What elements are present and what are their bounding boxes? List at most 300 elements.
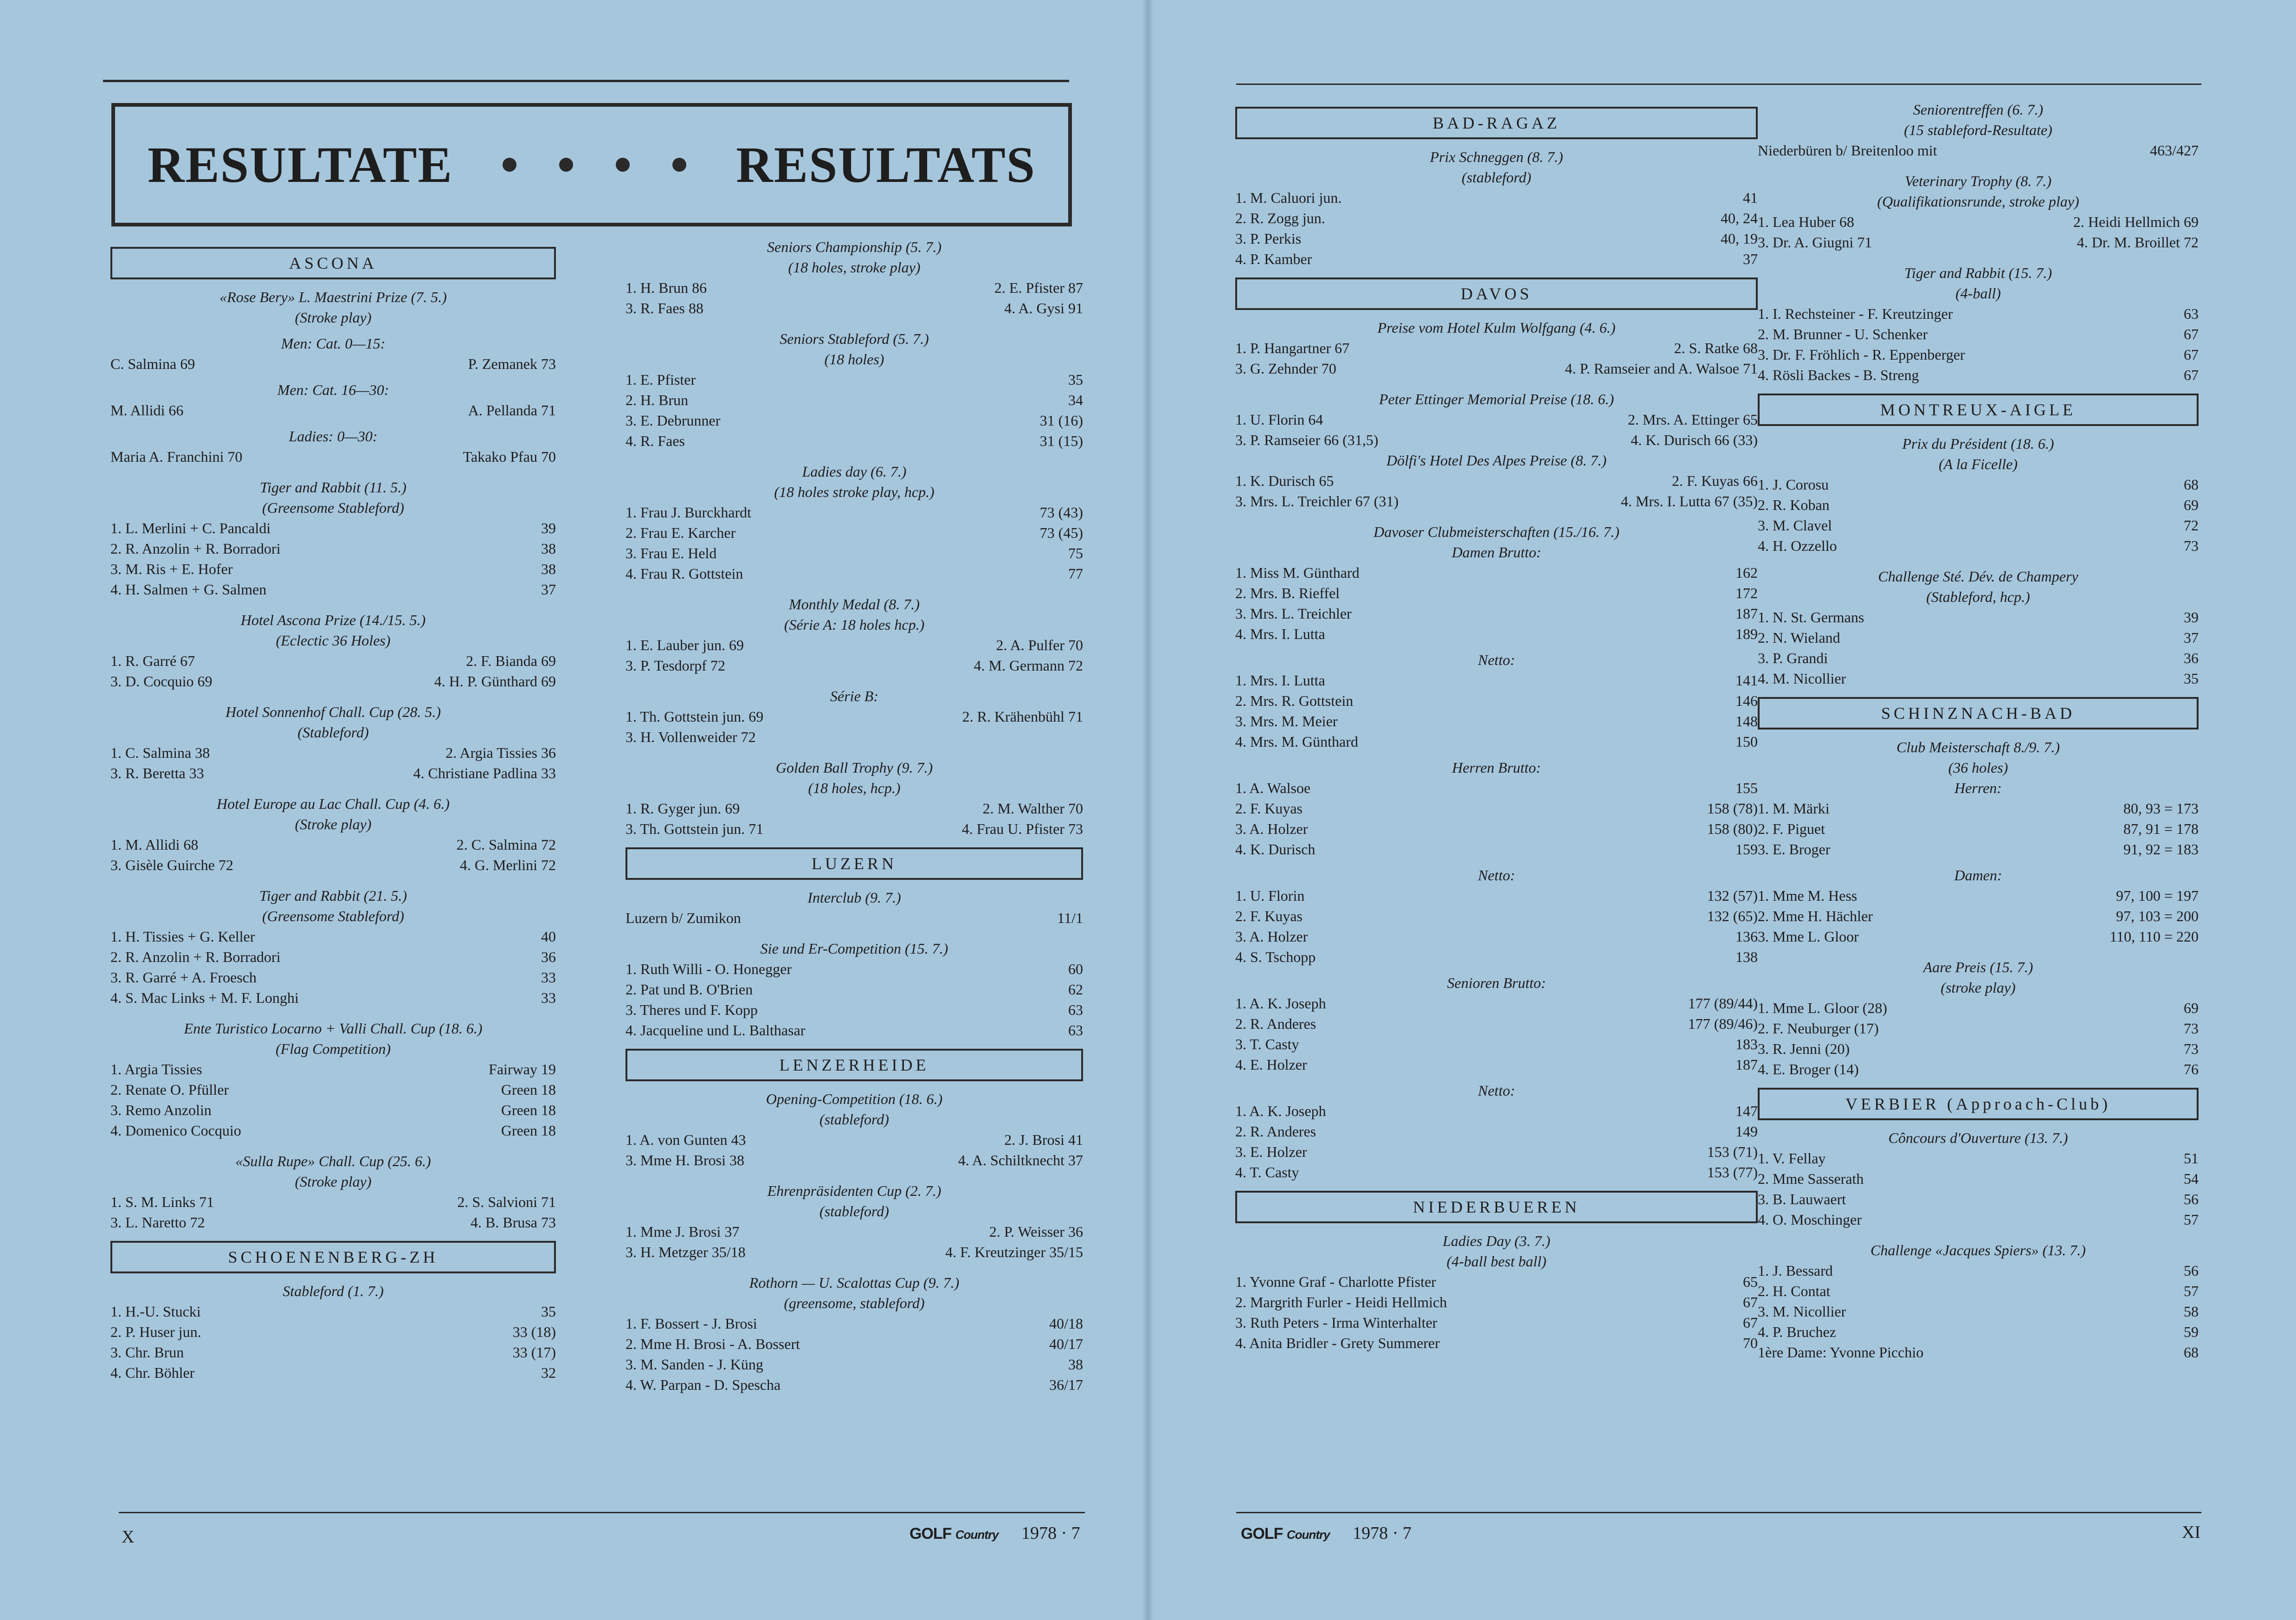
result-right: 2. M. Walther 70 — [982, 800, 1083, 817]
result-name: 4. E. Holzer — [1235, 1056, 1307, 1073]
result-name: 2. Frau E. Karcher — [626, 524, 736, 541]
result-row — [1758, 627, 2199, 648]
category-label: Netto: — [1478, 652, 1515, 668]
result-score: 36 — [541, 949, 556, 965]
result-left: 3. L. Naretto 72 — [110, 1214, 205, 1231]
result-row — [1758, 324, 2199, 344]
result-name: 2. R. Anderes — [1235, 1015, 1316, 1032]
result-right: 4. K. Durisch 66 (33) — [1631, 432, 1758, 448]
result-row — [626, 1354, 1083, 1375]
result-right: 2. C. Salmina 72 — [456, 836, 556, 853]
event-line: Série B: — [830, 688, 878, 704]
logo-sub: Country — [1286, 1528, 1330, 1542]
result-row — [110, 518, 556, 538]
footer-right — [1241, 1523, 1412, 1543]
club-header: BAD-RAGAZ — [1235, 107, 1758, 139]
result-right: 2. J. Brosi 41 — [1004, 1131, 1083, 1148]
result-name: Niederbüren b/ Breitenloo mit — [1758, 142, 1937, 159]
result-name: 1. A. K. Joseph — [1235, 995, 1326, 1012]
result-row — [1235, 603, 1758, 624]
result-score: 57 — [2184, 1211, 2199, 1228]
result-name: 2. F. Piguet — [1758, 820, 1825, 837]
result-score: 58 — [2184, 1303, 2199, 1320]
result-row — [1235, 1101, 1758, 1121]
result-right: 4. Dr. M. Broillet 72 — [2077, 234, 2199, 251]
result-row — [626, 369, 1083, 390]
result-name: 3. M. Nicollier — [1758, 1303, 1846, 1320]
result-row — [1758, 668, 2199, 689]
result-right: 2. E. Pfister 87 — [994, 279, 1083, 296]
result-score: 34 — [1068, 392, 1083, 408]
result-name: 2. R. Anzolin + R. Borradori — [110, 949, 281, 965]
event-line: (18 holes, stroke play) — [788, 259, 921, 276]
result-pair — [1758, 232, 2199, 252]
result-pair — [626, 1129, 1083, 1150]
event-line: Seniors Stableford (5. 7.) — [780, 330, 929, 347]
result-pair — [626, 278, 1083, 298]
result-right: 4. Frau U. Pfister 73 — [961, 820, 1083, 837]
left-column-1 — [110, 247, 556, 1383]
result-row — [1758, 536, 2199, 556]
right-column-2 — [1758, 99, 2199, 1362]
result-pair — [626, 1150, 1083, 1170]
event-line: (Eclectic 36 Holes) — [276, 632, 391, 649]
event-line: Challenge «Jacques Spiers» (13. 7.) — [1870, 1242, 2086, 1259]
result-pair — [110, 651, 556, 671]
result-left: 1. C. Salmina 38 — [110, 744, 210, 761]
result-name: 3. A. Holzer — [1235, 820, 1308, 837]
result-score: 76 — [2184, 1061, 2199, 1078]
event-line: Rothorn — U. Scalottas Cup (9. 7.) — [749, 1274, 960, 1291]
event-line: (Série A: 18 holes hcp.) — [784, 616, 925, 633]
result-name: 4. Mrs. I. Lutta — [1235, 626, 1325, 642]
event-title — [626, 237, 1083, 278]
event-line: (A la Ficelle) — [1939, 456, 2018, 472]
result-score: 63 — [2184, 305, 2199, 322]
result-name: 3. E. Debrunner — [626, 412, 721, 429]
event-line: Davoser Clubmeisterschaften (15./16. 7.) — [1374, 523, 1619, 540]
result-name: 4. H. Ozzello — [1758, 537, 1837, 554]
result-row — [626, 502, 1083, 523]
result-row — [626, 979, 1083, 1000]
result-name: 4. T. Casty — [1235, 1164, 1299, 1181]
result-score: 67 — [1743, 1314, 1758, 1331]
result-row — [110, 1059, 556, 1079]
result-pair — [1235, 338, 1758, 358]
result-score: 177 (89/46) — [1688, 1015, 1758, 1032]
result-name: 2. F. Kuyas — [1235, 800, 1303, 817]
event-line: (stableford) — [1462, 169, 1531, 186]
result-name: 1. U. Florin — [1235, 887, 1305, 904]
result-name: 3. H. Vollenweider 72 — [626, 729, 756, 745]
title-left: RESULTATE — [148, 136, 453, 193]
result-row — [1235, 1121, 1758, 1142]
result-name: 2. Mrs. R. Gottstein — [1235, 692, 1354, 709]
result-name: 1ère Dame: Yvonne Picchio — [1758, 1344, 1924, 1361]
result-name: 2. F. Kuyas — [1235, 908, 1303, 924]
result-row — [1235, 228, 1758, 249]
result-row — [1235, 1292, 1758, 1312]
page-number-left: X — [122, 1527, 135, 1547]
event-title — [626, 757, 1083, 798]
result-row — [1758, 1322, 2199, 1342]
club-header: DAVOS — [1235, 278, 1758, 310]
result-left: 1. R. Gyger jun. 69 — [626, 800, 740, 817]
result-score: 132 (65) — [1707, 908, 1758, 924]
event-line: Seniors Championship (5. 7.) — [767, 239, 942, 255]
result-row — [1758, 303, 2199, 324]
result-name: 2. R. Zogg jun. — [1235, 210, 1325, 226]
result-name: 2. Mme Sasserath — [1758, 1170, 1864, 1187]
result-left: 1. H. Brun 86 — [626, 279, 707, 296]
result-score: 31 (15) — [1039, 432, 1083, 449]
logo-main: GOLF — [909, 1525, 952, 1543]
result-pair — [626, 635, 1083, 655]
category-label: Ladies: 0—30: — [289, 428, 378, 445]
result-name: 4. S. Mac Links + M. F. Longhi — [110, 989, 299, 1006]
result-pair — [1758, 212, 2199, 232]
result-pair — [1235, 491, 1758, 511]
result-right: 2. A. Pulfer 70 — [996, 637, 1083, 653]
event-title — [1235, 522, 1758, 562]
result-row — [1758, 515, 2199, 536]
result-row — [110, 1079, 556, 1100]
result-right: 2. R. Krähenbühl 71 — [962, 708, 1083, 725]
result-left: 3. R. Beretta 33 — [110, 765, 204, 781]
result-row — [110, 1322, 556, 1342]
issue-date: 1978 · 7 — [1021, 1523, 1080, 1543]
result-row — [1235, 798, 1758, 819]
result-right: 4. M. Germann 72 — [974, 657, 1083, 674]
result-right: 4. A. Gysi 91 — [1004, 300, 1083, 316]
result-score: 39 — [2184, 609, 2199, 626]
result-name: 3. P. Grandi — [1758, 650, 1828, 666]
event-line: «Sulla Rupe» Chall. Cup (25. 6.) — [235, 1153, 431, 1169]
result-score: 40, 24 — [1721, 210, 1758, 226]
result-name: 1. M. Märki — [1758, 800, 1830, 817]
result-score: 463/427 — [2150, 142, 2199, 159]
result-name: 4. H. Salmen + G. Salmen — [110, 581, 267, 598]
result-row — [1758, 1209, 2199, 1230]
result-score: 158 (78) — [1707, 800, 1758, 817]
result-name: 3. M. Sanden - J. Küng — [626, 1356, 763, 1373]
result-row — [626, 1313, 1083, 1334]
result-name: 1. H.-U. Stucki — [110, 1303, 201, 1320]
result-row — [1758, 998, 2199, 1018]
result-pair — [626, 819, 1083, 839]
club-header: LENZERHEIDE — [626, 1049, 1083, 1081]
result-score: 39 — [541, 520, 556, 536]
event-line: Stableford (1. 7.) — [283, 1283, 384, 1299]
event-line: Club Meisterschaft 8./9. 7.) — [1896, 739, 2060, 755]
event-line: Interclub (9. 7.) — [807, 889, 901, 906]
result-name: 2. M. Brunner - U. Schenker — [1758, 326, 1928, 342]
result-name: 4. K. Durisch — [1235, 841, 1316, 858]
result-name: 1. A. Walsoe — [1235, 780, 1311, 796]
result-row — [1758, 819, 2199, 839]
event-line: (Stableford) — [297, 724, 369, 741]
result-name: 1. J. Corosu — [1758, 476, 1829, 493]
result-row — [1235, 670, 1758, 691]
event-line: Preise vom Hotel Kulm Wolfgang (4. 6.) — [1377, 319, 1616, 336]
result-left: 1. Th. Gottstein jun. 69 — [626, 708, 764, 725]
result-score: 33 (18) — [512, 1323, 556, 1340]
result-score: 60 — [1068, 961, 1083, 977]
event-title — [1235, 450, 1758, 471]
result-name: 1. Ruth Willi - O. Honegger — [626, 961, 792, 977]
result-row — [1235, 187, 1758, 208]
result-left: 1. Mme J. Brosi 37 — [626, 1223, 740, 1240]
result-row — [1235, 208, 1758, 228]
title-dots — [503, 158, 686, 172]
event-title — [1235, 1231, 1758, 1271]
result-name: 2. Pat und B. O'Brien — [626, 981, 753, 998]
event-title — [110, 1151, 556, 1192]
result-name: 1. Frau J. Burckhardt — [626, 504, 752, 521]
event-title — [1758, 433, 2199, 474]
result-row — [110, 1362, 556, 1383]
result-score: 187 — [1735, 1056, 1758, 1073]
result-name: 4. W. Parpan - D. Spescha — [626, 1376, 781, 1393]
event-line: (Stroke play) — [295, 309, 372, 326]
result-score: 37 — [2184, 629, 2199, 646]
result-right: 2. P. Weisser 36 — [989, 1223, 1083, 1240]
result-row — [626, 563, 1083, 584]
event-title — [626, 461, 1083, 502]
result-score: 153 (71) — [1707, 1143, 1758, 1160]
result-right: 2. Argia Tissies 36 — [445, 744, 556, 761]
bottom-rule — [1236, 1512, 2201, 1513]
result-name: 3. Mrs. L. Treichler — [1235, 605, 1352, 622]
result-score: 132 (57) — [1707, 887, 1758, 904]
result-pair — [626, 298, 1083, 318]
result-pair — [110, 354, 556, 374]
result-row — [1758, 140, 2199, 161]
result-left: 1. M. Allidi 68 — [110, 836, 199, 853]
category-label: Damen: — [1954, 867, 2002, 884]
event-line: (Greensome Stableford) — [262, 908, 404, 924]
event-title — [626, 1089, 1083, 1129]
footer-left — [909, 1523, 1080, 1543]
event-title — [110, 1018, 556, 1059]
result-score: 57 — [2184, 1283, 2199, 1299]
result-row — [1758, 1281, 2199, 1301]
result-row — [1235, 1162, 1758, 1182]
result-name: 3. Chr. Brun — [110, 1344, 184, 1361]
result-row — [1235, 1333, 1758, 1353]
event-line: (stableford) — [819, 1111, 889, 1128]
result-score: 33 — [541, 969, 556, 986]
dot-icon — [559, 158, 573, 172]
result-score: 35 — [1068, 371, 1083, 388]
event-line: Tiger and Rabbit (15. 7.) — [1904, 265, 2052, 281]
result-score: 37 — [1743, 251, 1758, 267]
top-rule — [103, 80, 1069, 82]
result-name: 1. Mme L. Gloor (28) — [1758, 1000, 1888, 1016]
result-left: Maria A. Franchini 70 — [110, 448, 243, 465]
result-left: 3. H. Metzger 35/18 — [626, 1244, 746, 1260]
left-column-2 — [626, 237, 1083, 1395]
result-row — [1235, 249, 1758, 269]
result-pair — [110, 742, 556, 763]
result-row — [626, 543, 1083, 563]
result-row — [110, 1120, 556, 1141]
result-score: 158 (80) — [1707, 820, 1758, 837]
result-score: 97, 103 = 200 — [2115, 908, 2199, 924]
result-score: 54 — [2184, 1170, 2199, 1187]
event-title — [626, 329, 1083, 369]
result-score: 56 — [2184, 1262, 2199, 1279]
event-line: Peter Ettinger Memorial Preise (18. 6.) — [1379, 391, 1614, 407]
result-right: 4. A. Schiltknecht 37 — [958, 1152, 1083, 1168]
result-pair — [626, 1242, 1083, 1262]
result-name: 2. Mme H. Hächler — [1758, 908, 1873, 924]
result-score: 69 — [2184, 1000, 2199, 1016]
result-row — [110, 1342, 556, 1362]
event-line: (18 holes, hcp.) — [808, 780, 901, 796]
result-score: 77 — [1068, 565, 1083, 582]
result-name: 1. Mme M. Hess — [1758, 887, 1857, 904]
event-line: (4-ball best ball) — [1446, 1253, 1547, 1270]
event-line: Sie und Er-Competition (15. 7.) — [760, 940, 948, 957]
result-row — [110, 926, 556, 947]
result-pair — [110, 1212, 556, 1233]
category-label: Men: Cat. 16—30: — [277, 381, 389, 398]
result-row — [1235, 711, 1758, 731]
result-score: 189 — [1735, 626, 1758, 642]
result-score: 63 — [1068, 1001, 1083, 1018]
result-score: 63 — [1068, 1022, 1083, 1039]
result-score: 73 — [2184, 1020, 2199, 1037]
result-score: Green 18 — [501, 1081, 556, 1098]
result-row — [1235, 947, 1758, 967]
result-right: 2. S. Ratke 68 — [1674, 340, 1758, 356]
event-title — [1758, 1128, 2199, 1148]
result-name: 1. Miss M. Günthard — [1235, 564, 1360, 581]
event-title — [110, 477, 556, 518]
result-row — [1758, 607, 2199, 627]
event-line: Hotel Europe au Lac Chall. Cup (4. 6.) — [217, 795, 450, 812]
result-row — [1758, 344, 2199, 365]
result-left: 3. Dr. A. Giugni 71 — [1758, 234, 1872, 251]
right-page — [1148, 0, 2296, 1620]
result-name: 2. H. Brun — [626, 392, 689, 408]
result-row — [626, 1375, 1083, 1395]
result-score: 62 — [1068, 981, 1083, 998]
result-pair — [1235, 471, 1758, 491]
result-score: 73 — [2184, 537, 2199, 554]
event-title — [110, 794, 556, 834]
event-title — [110, 1281, 556, 1301]
category-label: Senioren Brutto: — [1447, 975, 1546, 991]
result-pair — [110, 855, 556, 875]
result-row — [626, 727, 1083, 747]
result-right: 4. F. Kreutzinger 35/15 — [945, 1244, 1083, 1260]
result-score: 72 — [2184, 517, 2199, 534]
result-name: 2. Mrs. B. Rieffel — [1235, 585, 1340, 601]
result-name: 4. Frau R. Gottstein — [626, 565, 743, 582]
event-title — [626, 1272, 1083, 1313]
event-line: (4-ball) — [1955, 285, 2001, 302]
event-line: Monthly Medal (8. 7.) — [789, 596, 920, 613]
result-pair — [110, 400, 556, 420]
result-score: 40 — [541, 928, 556, 945]
result-score: 75 — [1068, 545, 1083, 562]
result-score: 149 — [1735, 1123, 1758, 1140]
result-pair — [626, 655, 1083, 676]
issue-date: 1978 · 7 — [1353, 1523, 1412, 1543]
result-name: 2. H. Contat — [1758, 1283, 1831, 1299]
result-row — [1235, 993, 1758, 1013]
result-right: A. Pellanda 71 — [468, 402, 556, 419]
result-name: 1. Yvonne Graf - Charlotte Pfister — [1235, 1273, 1436, 1290]
result-name: 3. Remo Anzolin — [110, 1102, 212, 1118]
result-row — [110, 559, 556, 579]
event-title — [1758, 171, 2199, 212]
result-name: 3. Mme L. Gloor — [1758, 928, 1859, 945]
result-name: 4. O. Moschinger — [1758, 1211, 1862, 1228]
top-rule — [1236, 84, 2201, 85]
result-row — [1235, 839, 1758, 859]
result-row — [626, 908, 1083, 928]
event-line: (Greensome Stableford) — [262, 499, 404, 516]
result-score: 150 — [1735, 733, 1758, 750]
result-name: 4. R. Faes — [626, 432, 685, 449]
result-score: 153 (77) — [1707, 1164, 1758, 1181]
result-name: 3. Dr. F. Fröhlich - R. Eppenberger — [1758, 346, 1965, 363]
event-line: Veterinary Trophy (8. 7.) — [1904, 173, 2052, 189]
event-line: (18 holes) — [824, 351, 884, 368]
result-score: 40/17 — [1049, 1336, 1083, 1352]
club-header: SCHINZNACH-BAD — [1758, 697, 2199, 729]
event-title — [1235, 147, 1758, 187]
result-row — [1235, 583, 1758, 603]
result-name: 1. Mrs. I. Lutta — [1235, 672, 1325, 689]
result-row — [110, 947, 556, 967]
result-right: 4. G. Merlini 72 — [459, 857, 556, 873]
result-row — [1758, 495, 2199, 515]
result-name: 4. Jacqueline und L. Balthasar — [626, 1022, 806, 1039]
result-score: 32 — [541, 1364, 556, 1381]
result-score: 40/18 — [1049, 1315, 1083, 1332]
event-line: Damen Brutto: — [1451, 544, 1541, 561]
result-name: 3. B. Lauwaert — [1758, 1191, 1846, 1207]
result-name: 2. Renate O. Pfüller — [110, 1081, 229, 1098]
result-name: 2. Margrith Furler - Heidi Hellmich — [1235, 1294, 1447, 1310]
result-row — [1235, 926, 1758, 947]
result-name: 1. L. Merlini + C. Pancaldi — [110, 520, 271, 536]
logo-main: GOLF — [1241, 1525, 1283, 1543]
result-right: 2. F. Bianda 69 — [466, 652, 556, 669]
result-score: 65 — [1743, 1273, 1758, 1290]
result-row — [1758, 1260, 2199, 1281]
result-row — [110, 1301, 556, 1322]
result-name: 1. H. Tissies + G. Keller — [110, 928, 255, 945]
result-score: 187 — [1735, 605, 1758, 622]
result-name: 4. Rösli Backes - B. Streng — [1758, 367, 1919, 383]
event-line: Hotel Ascona Prize (14./15. 5.) — [240, 612, 426, 628]
result-pair — [1235, 409, 1758, 430]
result-left: 3. D. Cocquio 69 — [110, 673, 213, 690]
result-score: 67 — [2184, 326, 2199, 342]
result-score: 33 (17) — [512, 1344, 556, 1361]
result-score: 141 — [1735, 672, 1758, 689]
result-score: 136 — [1735, 928, 1758, 945]
result-row — [626, 1020, 1083, 1040]
result-row — [110, 538, 556, 559]
result-name: 2. R. Anderes — [1235, 1123, 1316, 1140]
event-line: (greensome, stableford) — [784, 1295, 925, 1311]
